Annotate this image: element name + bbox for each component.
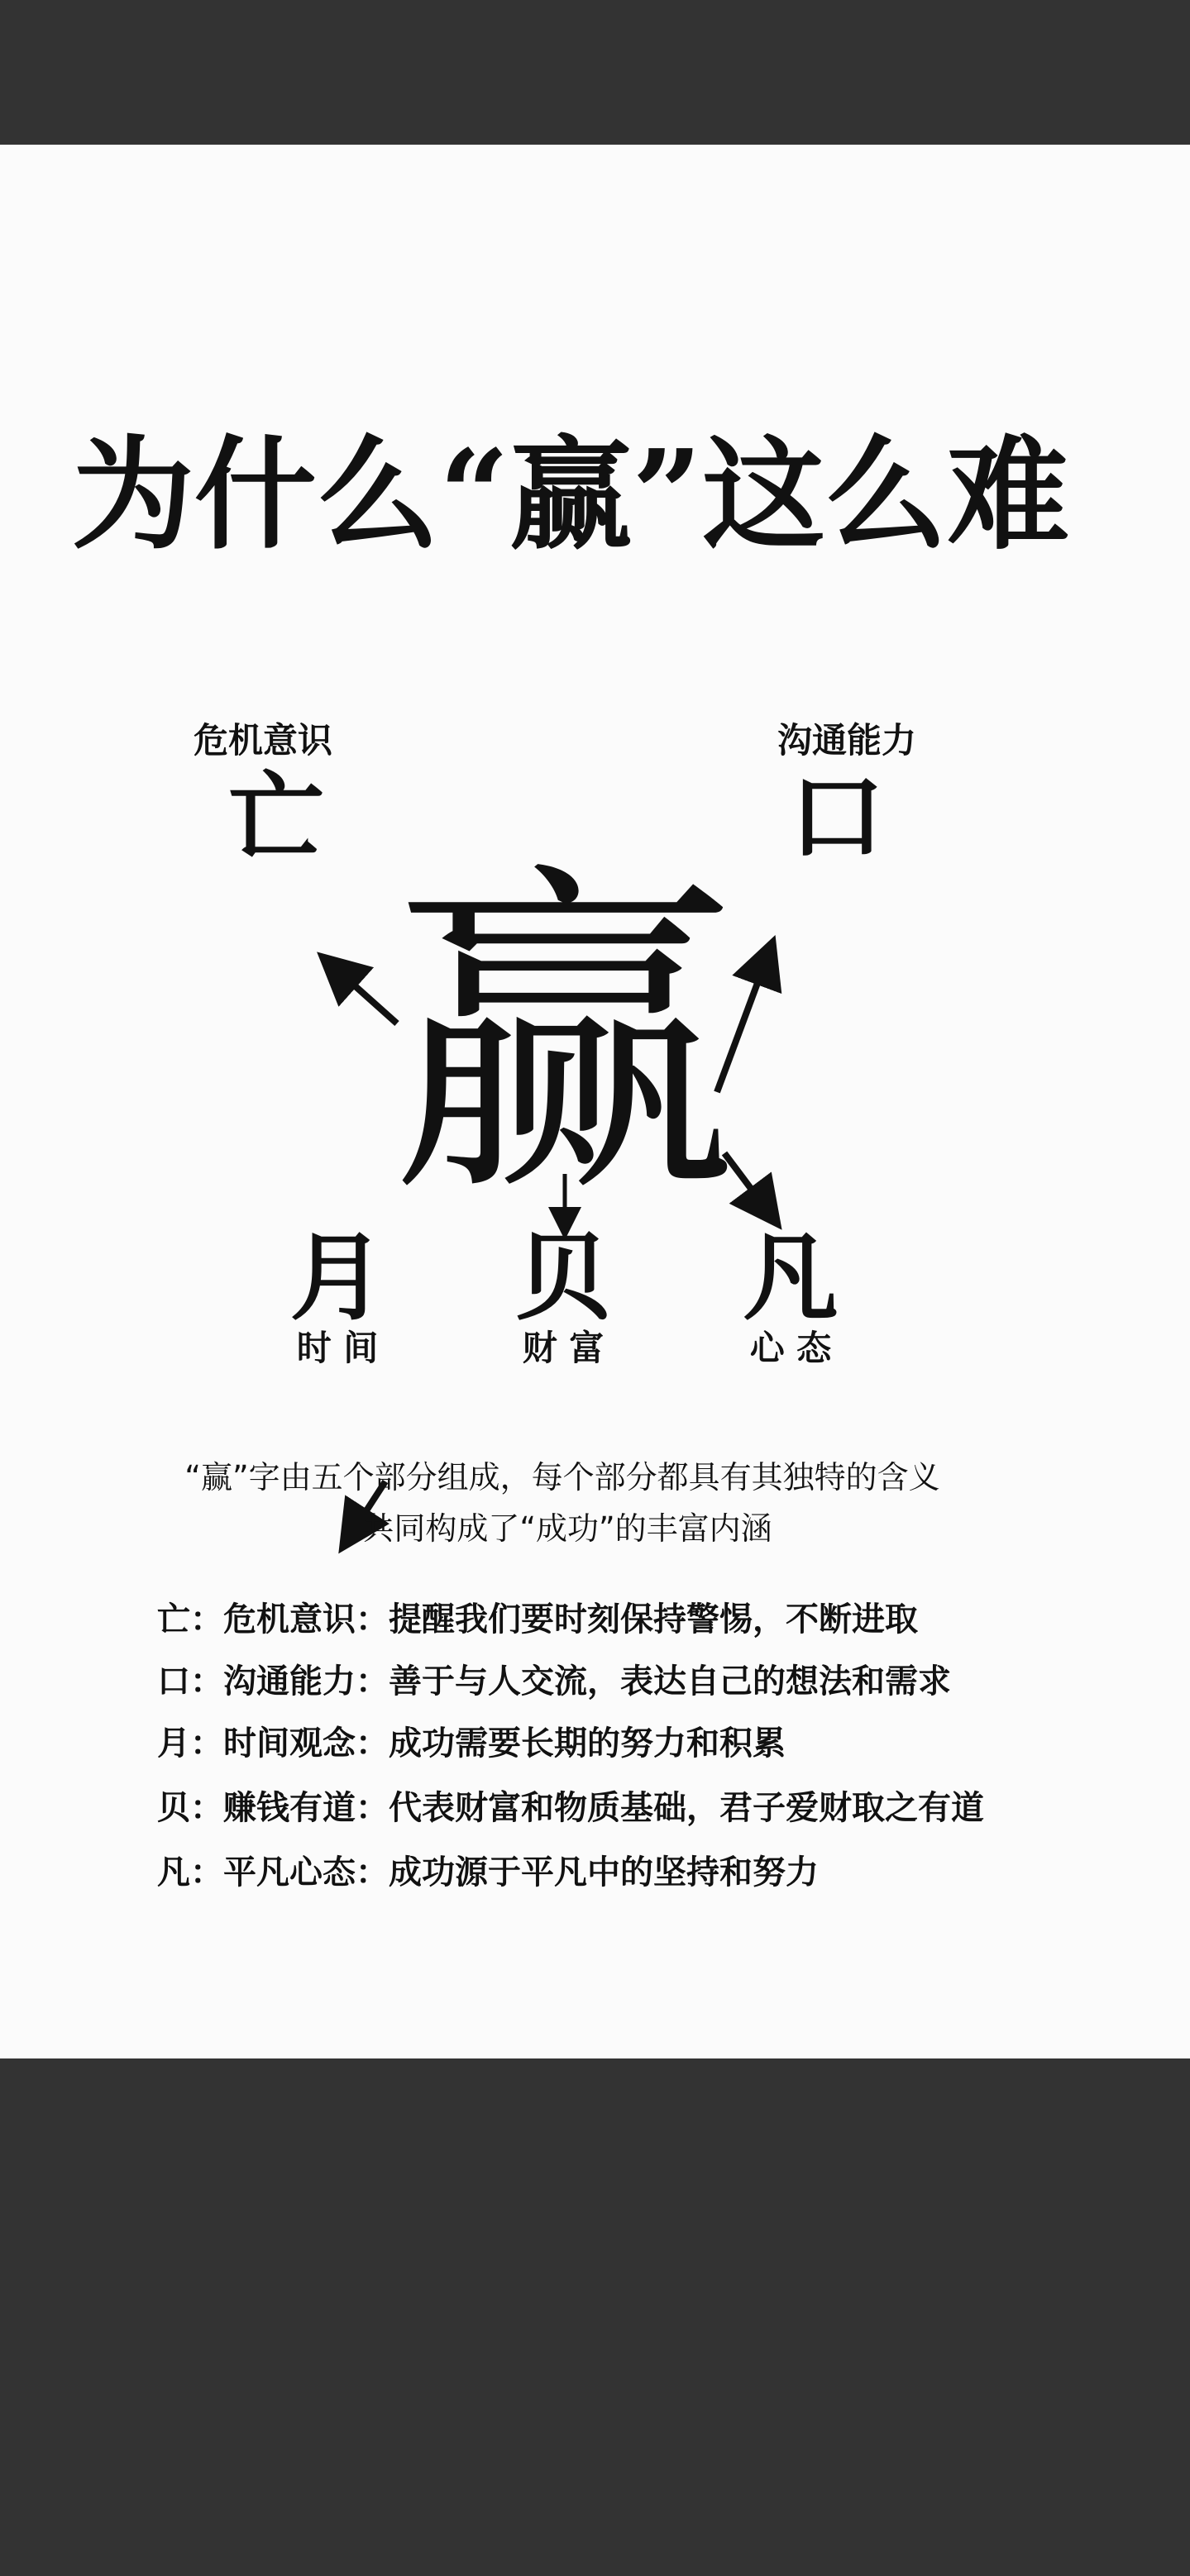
part-char-yue: 月 — [289, 1223, 385, 1333]
label-danger-awareness: 危机意识 — [193, 720, 333, 761]
center-char-ying: 赢 — [389, 836, 737, 1240]
svg-text:贝：赚钱有道：代表财富和物质基础，君子爱财取之有道: 贝：赚钱有道：代表财富和物质基础，君子爱财取之有道 — [157, 1789, 984, 1827]
meaning-row — [157, 1853, 819, 1891]
poster-svg — [0, 145, 1190, 2058]
part-char-kou: 口 — [789, 762, 885, 873]
part-char-bei: 贝 — [515, 1223, 611, 1333]
meaning-row — [157, 1600, 918, 1639]
arrow-to-wang — [327, 961, 397, 1023]
meaning-row — [157, 1724, 786, 1763]
intro-line-1: “赢”字由五个部分组成，每个部分都具有其独特的含义 — [184, 1459, 940, 1496]
label-time: 时 间 — [296, 1328, 379, 1368]
svg-text:亡：危机意识：提醒我们要时刻保持警惕，不断进取: 亡：危机意识：提醒我们要时刻保持警惕，不断进取 — [157, 1600, 918, 1639]
label-wealth: 财 富 — [522, 1328, 605, 1368]
part-char-fan: 凡 — [743, 1223, 839, 1333]
svg-text:凡：平凡心态：成功源于平凡中的坚持和努力: 凡：平凡心态：成功源于平凡中的坚持和努力 — [157, 1853, 819, 1891]
label-mindset: 心 态 — [749, 1328, 832, 1368]
bottom-dark-bar — [0, 2058, 1190, 2576]
part-char-wang: 亡 — [228, 762, 324, 873]
svg-text:月：时间观念：成功需要长期的努力和积累: 月：时间观念：成功需要长期的努力和积累 — [157, 1724, 786, 1763]
page-title: 为什么“赢”这么难 — [71, 422, 1070, 566]
svg-text:口：沟通能力：善于与人交流，表达自己的想法和需求: 口：沟通能力：善于与人交流，表达自己的想法和需求 — [157, 1662, 951, 1701]
top-dark-bar — [0, 0, 1190, 145]
poster-panel — [0, 145, 1190, 2058]
intro-line-2: 共同构成了“成功”的丰富内涵 — [362, 1510, 772, 1547]
label-communication: 沟通能力 — [777, 720, 917, 761]
meaning-row — [157, 1662, 951, 1701]
meaning-row — [157, 1789, 984, 1827]
